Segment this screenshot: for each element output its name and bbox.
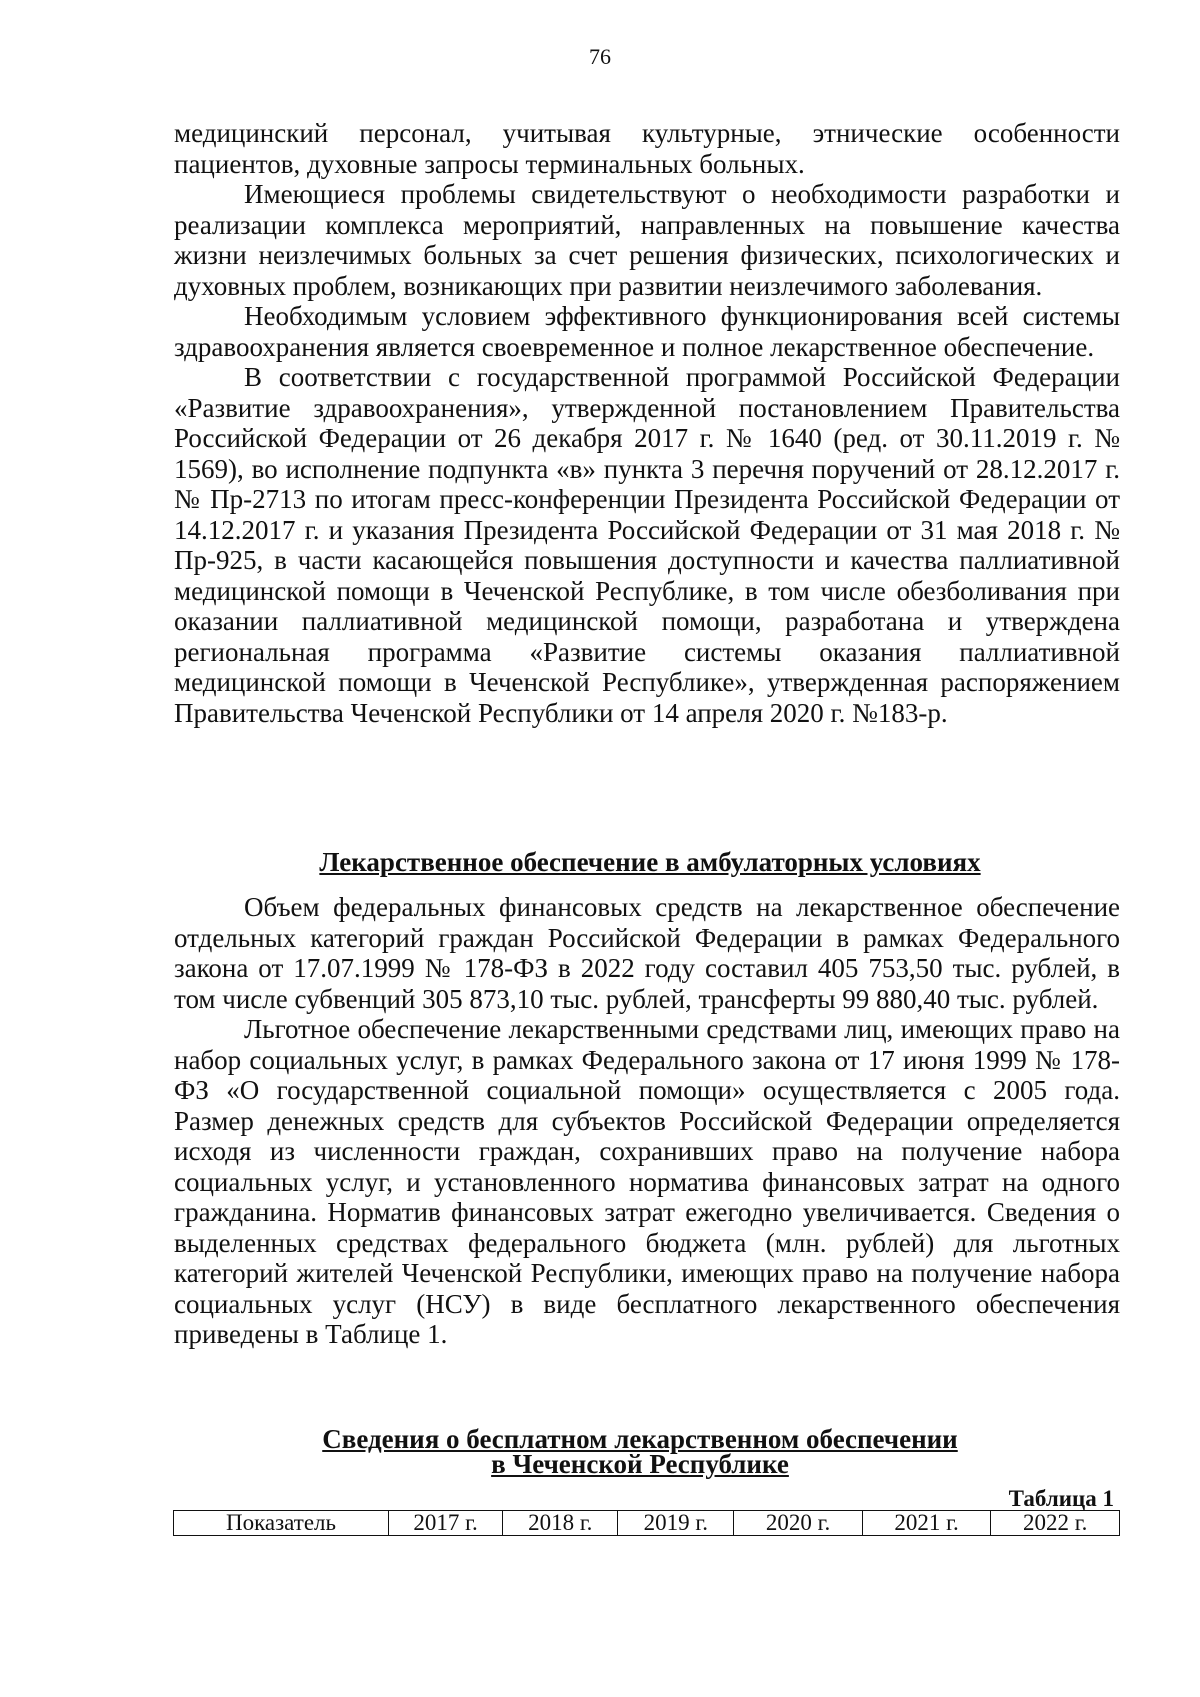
paragraph: Имеющиеся проблемы свидетельствуют о необходимости разработки и реализации комплекса мероприятий, направленных на повышение качества жизни неизлечимых больных за счет решения физических, психологических и духовных проблем, возникающих при развитии неизлечимого заболевания.: [174, 179, 1120, 301]
column-header-2019: 2019 г.: [618, 1511, 734, 1536]
column-header-2022: 2022 г.: [991, 1511, 1120, 1536]
paragraph-continuation: медицинский персонал, учитывая культурные, этнические особенности пациентов, духовные запросы терминальных больных.: [174, 118, 1120, 179]
column-header-2018: 2018 г.: [503, 1511, 618, 1536]
paragraph: Льготное обеспечение лекарственными средствами лиц, имеющих право на набор социальных услуг, в рамках Федерального закона от 17 июня 1999 № 178-ФЗ «О государственной социальной помощи» осуществляется с 2005 года. Размер денежных средств для субъектов Российской Федерации определяется исходя из численности граждан, сохранивших право на получение набора социальных услуг, и установленного норматива финансовых затрат на одного гражданина. Норматив финансовых затрат ежегодно увеличивается. Сведения о выделенных средствах федерального бюджета (млн. рублей) для льготных категорий жителей Чеченской Республики, имеющих право на получение набора социальных услуг (НСУ) в виде бесплатного лекарственного обеспечения приведены в Таблице 1.: [174, 1014, 1120, 1349]
body-text-block-1: [174, 118, 1120, 728]
column-header-2020: 2020 г.: [734, 1511, 863, 1536]
table-title-line-2: в Чеченской Республике: [491, 1449, 789, 1479]
table-title-line-1: Сведения о бесплатном лекарственном обеспечении: [322, 1424, 958, 1454]
section-heading: Лекарственное обеспечение в амбулаторных условиях: [319, 847, 981, 877]
table-title: [0, 1424, 1200, 1479]
paragraph: Объем федеральных финансовых средств на лекарственное обеспечение отдельных категорий граждан Российской Федерации в рамках Федерального закона от 17.07.1999 № 178-ФЗ в 2022 году составил 405 753,50 тыс. рублей, в том числе субвенций 305 873,10 тыс. рублей, трансферты 99 880,40 тыс. рублей.: [174, 892, 1120, 1014]
column-header-indicator: Показатель: [174, 1511, 389, 1536]
column-header-2017: 2017 г.: [388, 1511, 502, 1536]
page-number: 76: [589, 44, 611, 69]
paragraph: В соответствии с государственной программой Российской Федерации «Развитие здравоохранения», утвержденной постановлением Правительства Российской Федерации от 26 декабря 2017 г. № 1640 (ред. от 30.11.2019 г. № 1569), во исполнение подпункта «в» пункта 3 перечня поручений от 28.12.2017 г. № Пр-2713 по итогам пресс-конференции Президента Российской Федерации от 14.12.2017 г. и указания Президента Российской Федерации от 31 мая 2018 г. № Пр-925, в части касающейся повышения доступности и качества паллиативной медицинской помощи в Чеченской Республике, в том числе обезболивания при оказании паллиативной медицинской помощи, разработана и утверждена региональная программа «Развитие системы оказания паллиативной медицинской помощи в Чеченской Республике», утвержденная распоряжением Правительства Чеченской Республики от 14 апреля 2020 г. №183-р.: [174, 362, 1120, 728]
table-label: Таблица 1: [1008, 1486, 1114, 1511]
column-header-2021: 2021 г.: [862, 1511, 991, 1536]
paragraph: Необходимым условием эффективного функционирования всей системы здравоохранения является своевременное и полное лекарственное обеспечение.: [174, 301, 1120, 362]
drug-supply-table: [173, 1510, 1120, 1536]
body-text-block-2: [174, 892, 1120, 1350]
table-header-row: [174, 1511, 1120, 1536]
